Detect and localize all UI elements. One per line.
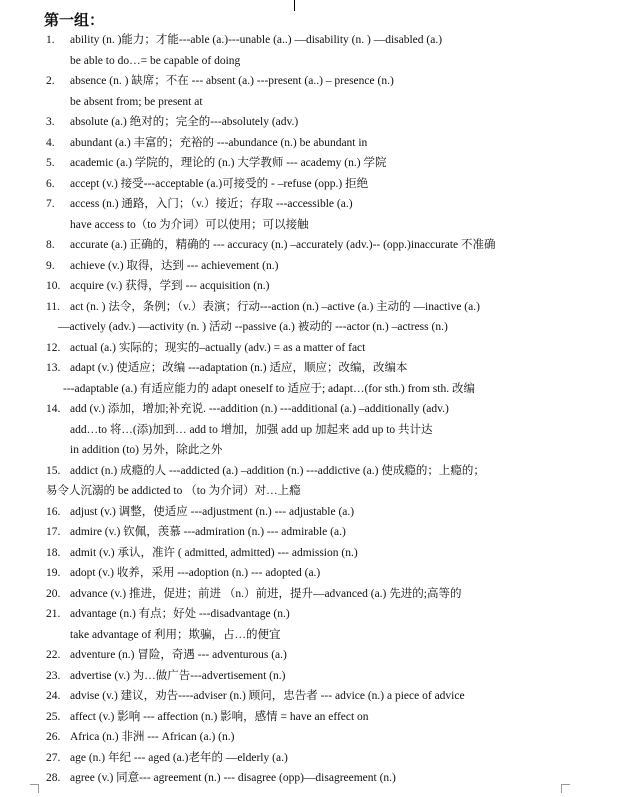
item-text: take advantage of 利用；欺骗，占…的便宜 <box>70 628 281 641</box>
list-item-continuation <box>0 379 626 400</box>
item-number: 11. <box>46 300 60 313</box>
item-text: have access to（to 为介词）可以使用；可以接触 <box>70 218 309 231</box>
item-text: ---adaptable (a.) 有适应能力的 adapt oneself to 适应于; adapt…(for sth.) from sth. 改编 <box>63 382 475 395</box>
list-item-continuation <box>0 51 626 72</box>
item-number: 18. <box>46 546 61 559</box>
item-text: admire (v.) 钦佩，羡慕 ---admiration (n.) --- admirable (a.) <box>70 526 346 538</box>
item-text: adjust (v.) 调整，使适应 ---adjustment (n.) --- adjustable (a.) <box>70 505 355 518</box>
item-text: agree (v.) 同意--- agreement (n.) --- disagree (opp)—disagreement (n.) <box>70 772 396 784</box>
item-text: abundant (a.) 丰富的；充裕的 ---abundance (n.) be abundant in <box>70 136 368 149</box>
item-number: 17. <box>46 526 61 538</box>
page-corner-mark-left <box>30 784 39 793</box>
item-text: age (n.) 年纪 --- aged (a.)老年的 —elderly (a.) <box>70 751 288 764</box>
item-number: 27. <box>46 751 61 764</box>
item-text: absence (n. ) 缺席；不在 --- absent (a.) ---present (a..) – presence (n.) <box>70 75 394 87</box>
list-item <box>0 174 626 195</box>
item-text: in addition (to) 另外，除此之外 <box>70 444 223 456</box>
list-item-continuation <box>0 215 626 236</box>
item-number: 10. <box>46 280 61 292</box>
list-item <box>0 133 626 154</box>
list-item <box>0 707 626 728</box>
list-item <box>0 727 626 748</box>
item-number: 14. <box>46 403 61 415</box>
item-number: 1. <box>46 34 55 46</box>
item-number: 7. <box>46 198 55 210</box>
list-item <box>0 686 626 707</box>
item-number: 12. <box>46 341 61 354</box>
item-number: 2. <box>46 75 55 87</box>
item-number: 4. <box>46 136 55 149</box>
list-item <box>0 153 626 174</box>
list-item <box>0 338 626 359</box>
item-text: acquire (v.) 获得，学到 --- acquisition (n.) <box>70 280 270 292</box>
item-text: advantage (n.) 有点；好处 ---disadvantage (n.) <box>70 608 290 620</box>
item-number: 9. <box>46 259 55 272</box>
list-item <box>0 768 626 789</box>
list-item <box>0 666 626 687</box>
list-item-continuation <box>0 317 626 338</box>
item-text: affect (v.) 影响 --- affection (n.) 影响，感情 = have an effect on <box>70 710 369 723</box>
item-number: 15. <box>46 464 61 477</box>
list-item <box>0 256 626 277</box>
list-item <box>0 297 626 318</box>
item-text: academic (a.) 学院的，理论的 (n.) 大学教师 --- academy (n.) 学院 <box>70 157 387 169</box>
list-item-continuation <box>0 625 626 646</box>
item-number: 21. <box>46 608 61 620</box>
item-text: act (n. ) 法令，条例；（v.）表演；行动---action (n.) –active (a.) 主动的 —inactive (a.) <box>70 300 480 313</box>
list-item <box>0 645 626 666</box>
list-item <box>0 543 626 564</box>
item-number: 20. <box>46 587 61 600</box>
item-number: 28. <box>46 772 61 784</box>
list-item <box>0 112 626 133</box>
item-text: advise (v.) 建议，劝告----adviser (n.) 顾问，忠告者 --- advice (n.) a piece of advice <box>70 690 465 702</box>
item-text: adopt (v.) 收养，采用 ---adoption (n.) --- adopted (a.) <box>70 567 321 579</box>
item-text: actual (a.) 实际的；现实的–actually (adv.) = as a matter of fact <box>70 341 366 354</box>
list-item <box>0 461 626 482</box>
item-number: 22. <box>46 649 61 661</box>
item-number: 25. <box>46 710 61 723</box>
list-item <box>0 584 626 605</box>
item-number: 23. <box>46 669 61 682</box>
item-text: 易令人沉溺的 be addicted to （to 为介词）对…上瘾 <box>46 485 301 497</box>
item-text: be able to do…= be capable of doing <box>70 54 241 67</box>
list-item-continuation <box>0 481 626 502</box>
list-item <box>0 358 626 379</box>
item-text: accurate (a.) 正确的，精确的 --- accuracy (n.) –accurately (adv.)-- (opp.)inaccurate 不准确 <box>70 239 496 251</box>
item-number: 24. <box>46 690 61 702</box>
item-text: achieve (v.) 取得，达到 --- achievement (n.) <box>70 259 279 272</box>
item-text: add…to 将…(添)加到… add to 增加，加强 add up 加起来 add up to 共计达 <box>70 423 433 436</box>
list-item <box>0 604 626 625</box>
item-text: access (n.) 通路，入门；（v.）接近；存取 ---accessible (a.) <box>70 198 353 210</box>
item-text: advance (v.) 推进，促进；前进 （n.）前进，提升—advanced (a.) 先进的;高等的 <box>70 587 462 600</box>
list-item-continuation <box>0 92 626 113</box>
item-text: —actively (adv.) —activity (n. ) 活动 --passive (a.) 被动的 ---actor (n.) –actress (n.) <box>58 321 448 333</box>
list-item <box>0 71 626 92</box>
item-number: 26. <box>46 731 61 743</box>
list-item <box>0 194 626 215</box>
list-item <box>0 522 626 543</box>
group-title: 第一组： <box>44 11 105 29</box>
list-item <box>0 563 626 584</box>
list-item <box>0 235 626 256</box>
text-cursor <box>294 0 295 11</box>
item-text: addict (n.) 成瘾的人 ---addicted (a.) –addition (n.) ---addictive (a.) 使成瘾的；上瘾的； <box>70 464 485 477</box>
list-item <box>0 748 626 769</box>
item-text: admit (v.) 承认，准许 ( admitted, admitted) --- admission (n.) <box>70 546 358 559</box>
item-text: adapt (v.) 使适应；改编 ---adaptation (n.) 适应，顺应；改编，改编本 <box>70 362 408 374</box>
list-item <box>0 502 626 523</box>
item-text: adventure (n.) 冒险，奇遇 --- adventurous (a.) <box>70 649 287 661</box>
item-text: accept (v.) 接受---acceptable (a.)可接受的 - –refuse (opp.) 拒绝 <box>70 177 369 190</box>
list-item-continuation <box>0 440 626 461</box>
list-item-continuation <box>0 420 626 441</box>
item-text: absolute (a.) 绝对的；完全的---absolutely (adv.) <box>70 116 299 128</box>
item-number: 6. <box>46 177 55 190</box>
list-item <box>0 276 626 297</box>
list-item <box>0 399 626 420</box>
item-number: 13. <box>46 362 61 374</box>
item-text: be absent from; be present at <box>70 95 203 108</box>
item-number: 8. <box>46 239 55 251</box>
item-text: advertise (v.) 为…做广告---advertisement (n.) <box>70 669 286 682</box>
item-text: ability (n. )能力；才能---able (a.)---unable (a..) —disability (n. ) —disabled (a.) <box>70 34 443 46</box>
item-number: 16. <box>46 505 61 518</box>
item-number: 19. <box>46 567 61 579</box>
item-number: 5. <box>46 157 55 169</box>
item-number: 3. <box>46 116 55 128</box>
item-text: Africa (n.) 非洲 --- African (a.) (n.) <box>70 731 235 743</box>
list-item <box>0 30 626 51</box>
page-corner-mark-right <box>561 784 570 793</box>
vocabulary-list <box>0 30 626 789</box>
item-text: add (v.) 添加，增加;补充说. ---addition (n.) ---additional (a.) –additionally (adv.) <box>70 403 449 415</box>
